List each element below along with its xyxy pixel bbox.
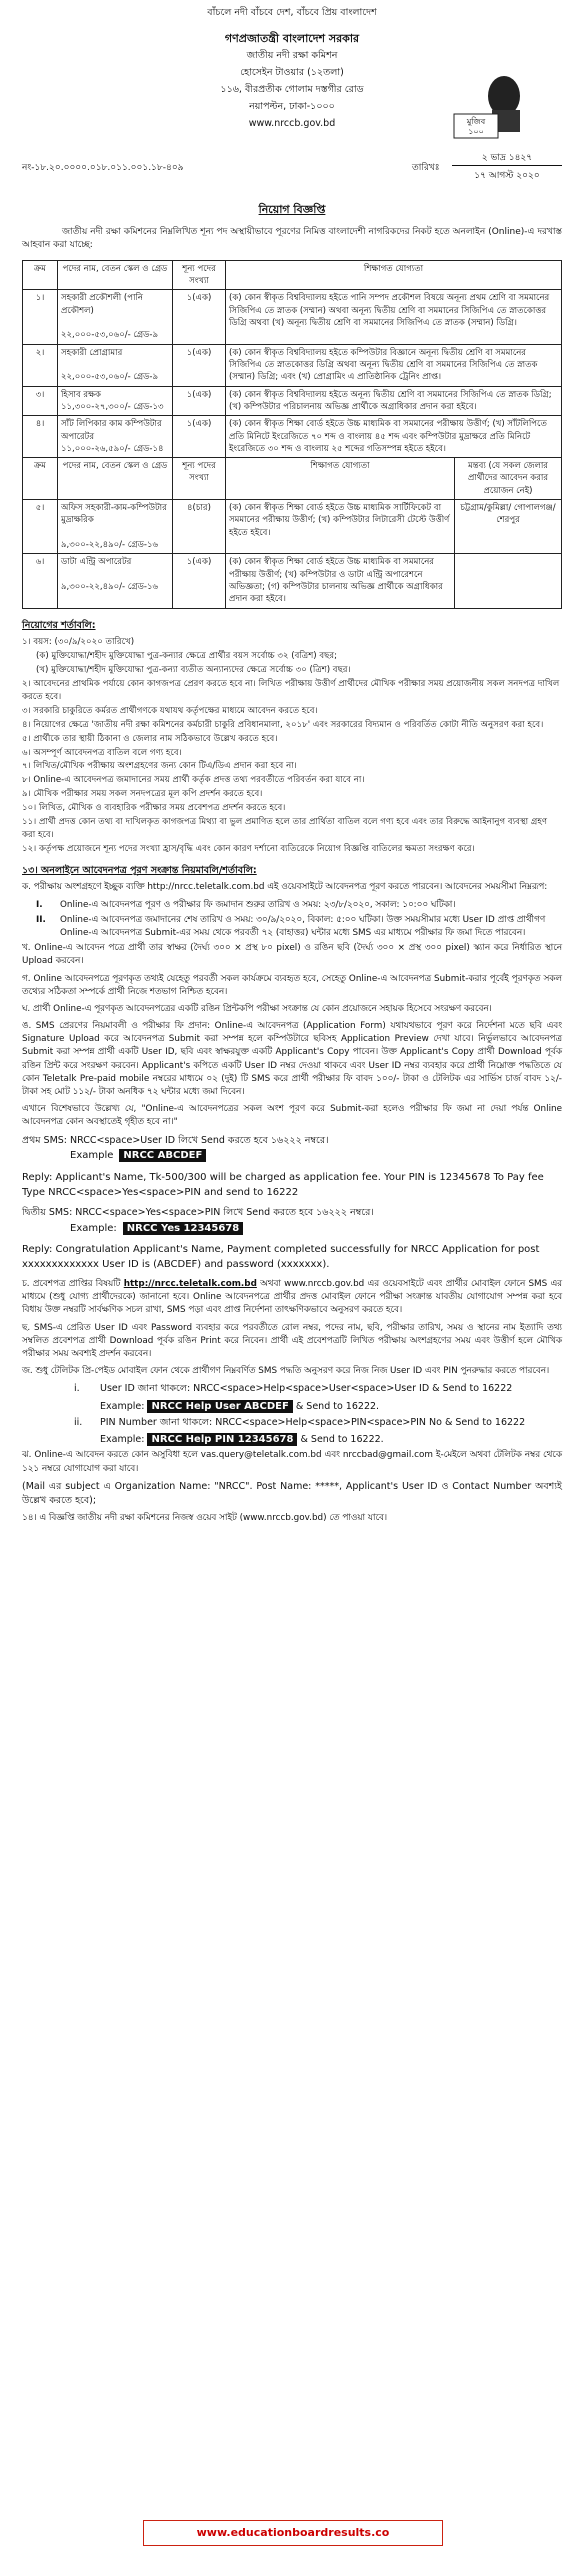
row-count: ১(এক) xyxy=(173,290,226,344)
roman-num: I. xyxy=(36,899,43,910)
table-row xyxy=(23,500,562,554)
row-serial: ২। xyxy=(23,344,58,386)
mail-instruction: (Mail এর subject এ Organization Name: "NRCC". Post Name: *****, Applicant's User ID ও Contact Number অবশ্যই উল্লেখ করতে হবে); xyxy=(22,1480,562,1507)
notice-title: নিয়োগ বিজ্ঞপ্তি xyxy=(258,202,326,216)
example-label: Example: xyxy=(100,1400,145,1412)
row-qualification: (ক) কোন স্বীকৃত বিশ্ববিদ্যালয় হইতে কম্পিউটার বিজ্ঞানে অনূন্য দ্বিতীয় শ্রেণি বা সমমানের সিজিপিএ তে স্নাতকোত্তর ডিগ্রি অথবা অনূন্য দ্বিতীয় শ্রেণি বা সমমানের সিজিপিএ তে স্নাতক (সম্মান) ডিগ্রি; এবং (খ) প্রোগ্রামিং এ প্রাতিষ্ঠানিক ট্রেনিং প্রাপ্ত। xyxy=(226,344,562,386)
row-post xyxy=(58,554,173,608)
sms-example-2 xyxy=(70,1222,584,1237)
row-count: ১(এক) xyxy=(173,554,226,608)
row-post xyxy=(58,416,173,458)
post-name: সহকারী প্রকৌশলী (পানি প্রকৌশল) xyxy=(61,293,143,316)
online-para-ka: ক. পরীক্ষায় অংশগ্রহণে ইচ্ছুক ব্যক্তি http://nrcc.teletalk.com.bd এই ওয়েবসাইটে আবেদনপত্র পূরণ করতে পারবেন। আবেদনের সময়সীমা নিম্নরূপ: xyxy=(22,882,548,893)
date-label: তারিখঃ xyxy=(412,162,440,173)
condition-item: ১১। প্রার্থী প্রদত্ত কোন তথ্য বা দাখিলকৃত কাগজপত্র মিথ্যা বা ভুল প্রমাণিত হলে তার প্রার্থিতা বাতিল বলে গণ্য হবে এবং তার বিরুদ্ধে আইনানুগ ব্যবস্থা গ্রহণ করা হবে। xyxy=(22,816,548,840)
sub-num: ii. xyxy=(74,1416,83,1428)
online-heading xyxy=(22,864,562,878)
intro-paragraph: জাতীয় নদী রক্ষা কমিশনের নিম্নলিখিত শূন্য পদ অস্থায়ীভাবে পূরণের নিমিত্ত বাংলাদেশী নাগরিকদের নিকট হতে অনলাইন (Online)-এ দরখাস্ত আহবান করা যাচ্ছে: xyxy=(22,226,562,250)
col-serial: ক্রম xyxy=(23,260,58,290)
deadline-start-text: Online-এ আবেদনপত্র পূরণ ও পরীক্ষার ফি জমাদান শুরুর তারিখ ও সময়: ২৩/৮/২০২০, সকাল: ১০:০০ ঘটিকা। xyxy=(60,899,456,910)
online-para-jha: ঝ. Online-এ আবেদন করতে কোন অসুবিধা হলে vas.query@teletalk.com.bd এবং nrccbad@gmail.com ই-মেইলে অথবা টেলিটক নম্বর থেকে ১২১ নম্বরে যোগাযোগ করা যাবে। xyxy=(22,1450,562,1474)
post-name: ডাটা এন্ট্রি অপারেটর xyxy=(61,557,132,568)
condition-item: ৮। Online-এ আবেদনপত্র জমাদানের সময় প্রার্থী কর্তৃক প্রদত্ত তথ্য পরবর্তীতে পরিবর্তন করা যাবে না। xyxy=(22,775,365,786)
table-row xyxy=(23,554,562,608)
slogan: বাঁচলে নদী বাঁচবে দেশ, বাঁচবে প্রিয় বাংলাদেশ xyxy=(207,7,377,18)
table-row xyxy=(23,290,562,344)
mujib-logo-icon xyxy=(452,70,538,144)
row-count: ১(এক) xyxy=(173,386,226,416)
watermark-link[interactable]: www.educationboardresults.co xyxy=(143,2520,443,2546)
online-para-chha: ছ. SMS-এ প্রেরিত User ID এবং Password ব্যবহার করে পরবর্তীতে রোল নম্বর, পদের নাম, ছবি, পরীক্ষার তারিখ, সময় ও স্থানের নাম ইত্যাদি তথ্য সম্বলিত প্রবেশপত্র প্রার্থী Download পূর্বক রঙিন Print করে নিবেন। প্রার্থী এই প্রবেশপত্রটি লিখিত পরীক্ষায় অংশগ্রহণের সময় এবং উত্তীর্ণ হলে মৌখিক পরীক্ষার সময় অবশ্যই প্রদর্শন করবেন। xyxy=(22,1322,562,1360)
recover-userid-text: User ID জানা থাকলে: NRCC<space>Help<space>User<space>User ID & Send to 16222 xyxy=(100,1383,513,1395)
condition-item: ১। বয়স: (৩০/৯/২০২০ তারিখে) xyxy=(22,637,135,648)
sms-reply-1: Reply: Applicant's Name, Tk-500/300 will be charged as application fee. Your PIN is 12345678 To Pay fee Type NRCC<space>Yes<space>PIN and send to 16222 xyxy=(22,1171,544,1198)
row-remarks xyxy=(455,554,562,608)
row-serial: ৫। xyxy=(23,500,58,554)
example-code: NRCC Help User ABCDEF xyxy=(147,1400,292,1413)
deadline-end xyxy=(36,914,562,940)
online-para-cha xyxy=(22,1278,562,1318)
letterhead xyxy=(0,30,584,150)
online-heading-text: ১৩। অনলাইনে আবেদনপত্র পূরণ সংক্রান্ত নিয়মাবলি/শর্তাবলি: xyxy=(22,864,257,876)
road-name: ১১৬, বীরপ্রতীক গোলাম দস্তগীর রোড xyxy=(220,83,364,95)
posts-table-2 xyxy=(22,457,562,608)
col-remarks: মন্তব্য (যে সকল জেলার প্রার্থীদের আবেদন করার প্রয়োজন নেই) xyxy=(455,458,562,500)
posts-table-1 xyxy=(22,260,562,458)
table-header-row xyxy=(23,458,562,500)
row-remarks: চট্টগ্রাম/কুমিল্লা/ গোপালগঞ্জ/শেরপুর xyxy=(455,500,562,554)
post-scale: ২২,০০০-৫৩,০৬০/- গ্রেড-৯ xyxy=(61,372,159,383)
row-qualification: (ক) কোন স্বীকৃত শিক্ষা বোর্ড হইতে উচ্চ মাধ্যমিক বা সমমানের পরীক্ষায় উত্তীর্ণ; (খ) কম্পিউটার ও ডাটা এন্ট্রি অপারেশনে অভিজ্ঞতা; (গ) কম্পিউটার চালনায় অভিজ্ঞ প্রার্থীকে অগ্রাধিকার প্রদান করা হইবে। xyxy=(226,554,455,608)
post-scale: ৯,৩০০-২২,৪৯০/- গ্রেড-১৬ xyxy=(61,581,158,592)
row-count: ১(এক) xyxy=(173,416,226,458)
online-para-gha: ঘ. প্রার্থী Online-এ পূরণকৃত আবেদনপত্রের একটি রঙিন প্রিন্টকপি পরীক্ষা সংক্রান্ত যে কোন প্রয়োজনে সহায়ক হিসেবে সংরক্ষণ করবেন। xyxy=(22,1003,492,1014)
condition-item: ১২। কর্তৃপক্ষ প্রয়োজনে শূন্য পদের সংখ্যা হ্রাস/বৃদ্ধি এবং কোন কারণ দর্শানো ব্যতিরেকে নিয়োগ বিজ্ঞপ্তি বাতিলের ক্ষমতা সংরক্ষণ করে। xyxy=(22,843,475,854)
post-scale: ১১,৩০০-২৭,৩০০/- গ্রেড-১৩ xyxy=(61,401,164,412)
row-serial: ১। xyxy=(23,290,58,344)
condition-item: ৪। নিয়োগের ক্ষেত্রে 'জাতীয় নদী রক্ষা কমিশনের কর্মচারী চাকুরি প্রবিধানমালা, ২০১৮' এবং সরকারের বিদ্যমান ও পরিবর্তিত কোটা নীতি অনুসরণ করা হবে। xyxy=(22,719,544,730)
post-name: সাঁট লিপিকার কাম কম্পিউটার অপারেটর xyxy=(61,419,162,442)
area-name: নয়াপল্টন, ঢাকা-১০০০ xyxy=(249,100,335,112)
example-tail: & Send to 16222. xyxy=(300,1434,384,1446)
sms-example-1 xyxy=(70,1149,584,1164)
online-para-uma: ঙ. SMS প্রেরণের নিয়মাবলী ও পরীক্ষার ফি প্রদান: Online-এ আবেদনপত্র (Application Form) যথাযথভাবে পূরণ করে নির্দেশনা মতে ছবি এবং Signature Upload করে আবেদনপত্র Submit করা সম্পন্ন হলে কম্পিউটারে ছবিসহ Application Preview দেখা যাবে। নির্ভুলভাবে আবেদনপত্র Submit করা সম্পন্ন প্রার্থী একটি User ID, ছবি এবং স্বাক্ষরযুক্ত একটি Applicant's Copy পাবেন। উক্ত Applicant's Copy প্রার্থী Download পূর্বক রঙিন প্রিন্ট করে সংরক্ষণ করবেন। Applicant's কপিতে একটি User ID নম্বর দেওয়া থাকবে এবং User ID নম্বর ব্যবহার করে প্রার্থী নিম্নোক্ত পদ্ধতিতে যে কোন Teletalk Pre-paid mobile নম্বরের মাধ্যমে ০২ (দুই) টি SMS করে প্রার্থী পরীক্ষার ফি বাবদ ১০০/- টাকা ও টেলিটক এর সার্ভিস চার্জ বাবদ ১২/- টাকা সহ মোট ১১২/- টাকা অনধিক ৭২ ঘন্টার মধ্যে জমা দিবেন। xyxy=(22,1021,562,1098)
row-qualification: (ক) কোন স্বীকৃত শিক্ষা বোর্ড হইতে উচ্চ মাধ্যমিক সার্টিফিকেট বা সমমানের পরীক্ষায় উত্তীর্ণ; (খ) কম্পিউটার লিটারেসী টেস্টে উত্তীর্ণ হইতে হইবে। xyxy=(226,500,455,554)
row-qualification: (ক) কোন স্বীকৃত বিশ্ববিদ্যালয় হইতে পানি সম্পদ প্রকৌশল বিষয়ে অনূন্য প্রথম শ্রেণি বা সমমানের সিজিপিএ তে স্নাতক (সম্মান) অথবা অনূন্য দ্বিতীয় শ্রেণি বা সমমানের সিজিপিএ তে স্নাতকোত্তর ডিগ্রি অথবা (খ) অনূন্য দ্বিতীয় শ্রেণি বা সমমানের সিজিপিএ তে স্নাতক (সম্মান) ডিগ্রি। xyxy=(226,290,562,344)
table-row xyxy=(23,344,562,386)
sms-first: প্রথম SMS: NRCC<space>User ID লিখে Send করতে হবে ১৬২২২ নম্বরে। xyxy=(22,1134,329,1146)
post-scale: ১১,০০০-২৬,৫৯০/- গ্রেড-১৪ xyxy=(61,443,164,454)
col-qualification: শিক্ষাগত যোগ্যতা xyxy=(226,458,455,500)
svg-text:মুজিব: মুজিব xyxy=(466,116,486,126)
post-name: অফিস সহকারী-কাম-কম্পিউটার মুদ্রাক্ষরিক xyxy=(61,503,167,526)
col-qualification: শিক্ষাগত যোগ্যতা xyxy=(226,260,562,290)
example-code: NRCC Help PIN 12345678 xyxy=(147,1433,297,1446)
row-count: ৪(চার) xyxy=(173,500,226,554)
condition-item: ৭। লিখিত/মৌখিক পরীক্ষায় অংশগ্রহণের জন্য কোন টিএ/ডিএ প্রদান করা হবে না। xyxy=(22,761,297,772)
row-count: ১(এক) xyxy=(173,344,226,386)
table-row xyxy=(23,386,562,416)
example-label: Example: xyxy=(100,1434,145,1446)
row-serial: ৪। xyxy=(23,416,58,458)
condition-item: ৬। অসম্পূর্ণ আবেদনপত্র বাতিল বলে গণ্য হবে। xyxy=(22,747,182,758)
condition-item: ৩। সরকারি চাকুরিতে কর্মরত প্রার্থীগণকে যথাযথ কর্তৃপক্ষের মাধ্যমে আবেদন করতে হবে। xyxy=(22,705,318,716)
gov-name: গণপ্রজাতন্ত্রী বাংলাদেশ সরকার xyxy=(224,31,360,45)
recover-userid-example xyxy=(100,1399,562,1414)
commission-name: জাতীয় নদী রক্ষা কমিশন xyxy=(246,49,338,61)
post-name: সহকারী প্রোগ্রামার xyxy=(61,347,123,358)
row-serial: ৬। xyxy=(23,554,58,608)
condition-item: (খ) মুক্তিযোদ্ধা/শহীদ মুক্তিযোদ্ধা পুত্র-কন্যা ব্যতীত অন্যান্যদের ক্ষেত্রে সর্বোচ্চ ৩০ (ত্রিশ) বছর। xyxy=(36,665,351,676)
online-para-ja: জ. শুধু টেলিটক প্রি-পেইড মোবাইল ফোন থেকে প্রার্থীগণ নিম্নবর্ণিত SMS পদ্ধতি অনুসরণ করে নিজ নিজ User ID এবং PIN পুনরুদ্ধার করতে পারবেন। xyxy=(22,1366,550,1377)
row-post xyxy=(58,344,173,386)
roman-num: II. xyxy=(36,914,46,925)
recover-userid xyxy=(74,1382,562,1396)
recover-pin-example xyxy=(100,1432,562,1447)
row-qualification: (ক) কোন স্বীকৃত শিক্ষা বোর্ড হইতে উচ্চ মাধ্যমিক বা সমমানের পরীক্ষায় উত্তীর্ণ; (খ) সাঁটলিপিতে প্রতি মিনিটে ইংরেজিতে ৭০ শব্দ ও বাংলায় ৪৫ শব্দ এবং কম্পিউটার মুদ্রাক্ষরে প্রতি মিনিটে ইংরেজিতে ৩০ শব্দ ও বাংলায় ২৫ শব্দের গতিসম্পন্ন হইতে হইবে। xyxy=(226,416,562,458)
date-bangla: ২ ভাদ্র ১৪২৭ xyxy=(452,152,562,166)
reference-row xyxy=(22,150,562,190)
row-serial: ৩। xyxy=(23,386,58,416)
col-count: শূন্য পদের সংখ্যা xyxy=(173,458,226,500)
row-qualification: (ক) কোন স্বীকৃত বিশ্ববিদ্যালয় হইতে অনূন্য দ্বিতীয় শ্রেণি বা সমমানের সিজিপিএ তে স্নাতক ডিগ্রি; (খ) কম্পিউটার পরিচালনায় অভিজ্ঞ প্রার্থীকে অগ্রাধিকার প্রদান করা হইবে। xyxy=(226,386,562,416)
building-name: হোসেইন টাওয়ার (১২তলা) xyxy=(240,66,344,78)
conditions-heading: নিয়োগের শর্তাবলি: xyxy=(22,619,96,631)
website-notice: ১৪। এ বিজ্ঞপ্তি জাতীয় নদী রক্ষা কমিশনের নিজস্ব ওয়েব সাইট (www.nrccb.gov.bd) তে পাওয়া যাবে। xyxy=(22,1513,388,1524)
condition-item: ১০। লিখিত, মৌখিক ও ব্যবহারিক পরীক্ষার সময় প্রবেশপত্র প্রদর্শন করতে হবে। xyxy=(22,803,286,814)
sub-num: i. xyxy=(74,1383,80,1395)
admit-text: অথবা www.nrccb.gov.bd এর ওয়েবসাইটে এবং প্রার্থীর মোবাইল ফোনে SMS এর মাধ্যমে (শুধু যোগ্য প্রার্থীদেরকে) জানানো হবে। Online আবেদনপত্রে প্রার্থীর প্রদত্ত মোবাইল ফোনে পরীক্ষা সংক্রান্ত যাবতীয় যোগাযোগ সম্পন্ন করা হবে বিধায় উক্ত নম্বরটি সার্বক্ষণিক সচল রাখা, SMS পড়া এবং প্রাপ্ত নির্দেশনা তাৎক্ষণিকভাবে অনুসরণ করতে হবে। xyxy=(22,1279,563,1316)
example-tail: & Send to 16222. xyxy=(295,1400,380,1412)
online-para-ga: গ. Online আবেদনপত্রে পূরণকৃত তথ্যই যেহেতু পরবর্তী সকল কার্যক্রমে ব্যবহৃত হবে, সেহেতু Online-এ আবেদনপত্র Submit-করার পূর্বেই পূরণকৃত সকল তথ্যের সঠিকতা সম্পর্কে প্রার্থী নিজে শতভাগ নিশ্চিত হবেন। xyxy=(22,973,562,997)
row-post xyxy=(58,290,173,344)
sms-reply-2: Reply: Congratulation Applicant's Name, Payment completed successfully for NRCC Application for post xxxxxxxxxxxxx User ID is (ABCDEF) and password (xxxxxxx). xyxy=(22,1244,540,1271)
conditions-list xyxy=(22,636,562,855)
col-post: পদের নাম, বেতন স্কেল ও গ্রেড xyxy=(58,458,173,500)
recover-pin xyxy=(74,1416,562,1430)
post-name: হিসাব রক্ষক xyxy=(61,389,101,400)
post-scale: ২২,০০০-৫৩,০৬০/- গ্রেড-৯ xyxy=(61,330,159,341)
row-post xyxy=(58,500,173,554)
online-para-note: এখানে বিশেষভাবে উল্লেখ্য যে, "Online-এ আবেদনপত্রের সকল অংশ পূরণ করে Submit-করা হলেও পরীক্ষার ফি জমা না দেয়া পর্যন্ত Online আবেদনপত্র কোন অবস্থাতেই গৃহীত হবে না।" xyxy=(22,1104,562,1128)
svg-text:১০০: ১০০ xyxy=(468,126,484,136)
post-scale: ৯,৩০০-২২,৪৯০/- গ্রেড-১৬ xyxy=(61,540,158,551)
memo-number: নং-১৮.২০.০০০০.০১৮.০১১.০০১.১৮-৪০৯ xyxy=(22,162,184,173)
row-post xyxy=(58,386,173,416)
col-count: শূন্য পদের সংখ্যা xyxy=(173,260,226,290)
example-code: NRCC Yes 12345678 xyxy=(123,1222,243,1235)
col-post: পদের নাম, বেতন স্কেল ও গ্রেড xyxy=(58,260,173,290)
example-code: NRCC ABCDEF xyxy=(119,1149,206,1162)
table-row xyxy=(23,416,562,458)
condition-item: ২। আবেদনের প্রাথমিক পর্যায়ে কোন কাগজপত্র প্রেরণ করতে হবে না। লিখিত পরীক্ষায় উত্তীর্ণ প্রার্থীদের মৌখিক পরীক্ষার সময় প্রয়োজনীয় সকল সনদপত্র দাখিল করতে হবে। xyxy=(22,679,560,702)
condition-item: ৫। প্রার্থীকে তার স্থায়ী ঠিকানা ও জেলার নাম সঠিকভাবে উল্লেখ করতে হবে। xyxy=(22,733,278,744)
teletalk-link[interactable]: http://nrcc.teletalk.com.bd xyxy=(123,1279,257,1290)
col-serial: ক্রম xyxy=(23,458,58,500)
admit-text-pre: চ. প্রবেশপত্র প্রাপ্তির বিষয়টি xyxy=(22,1279,121,1290)
online-para-kha: খ. Online-এ আবেদন পত্রে প্রার্থী তার স্বাক্ষর (দৈর্ঘ্য ৩০০ × প্রস্থ ৮০ pixel) ও রঙিন ছবি (দৈর্ঘ্য ৩০০ × প্রস্থ ৩০০ pixel) স্ক্যান করে নির্ধারিত স্থানে Upload করবেন। xyxy=(22,943,562,967)
date-english: ১৭ আগস্ট ২০২০ xyxy=(474,170,540,181)
website[interactable]: www.nrccb.gov.bd xyxy=(248,117,336,129)
recover-pin-text: PIN Number জানা থাকলে: NRCC<space>Help<space>PIN<space>PIN No & Send to 16222 xyxy=(100,1416,526,1428)
condition-item: ৯। মৌখিক পরীক্ষার সময় সকল সনদপত্রের মূল কপি প্রদর্শন করতে হবে। xyxy=(22,789,263,800)
table-header-row xyxy=(23,260,562,290)
example-label: Example: xyxy=(70,1222,117,1234)
sms-second: দ্বিতীয় SMS: NRCC<space>Yes<space>PIN লিখে Send করতে হবে ১৬২২২ নম্বরে। xyxy=(22,1206,374,1218)
example-label: Example xyxy=(70,1150,114,1162)
deadline-end-text: Online-এ আবেদনপত্র জমাদানের শেষ তারিখ ও সময়: ৩০/৯/২০২০, বিকাল: ৫:০০ ঘটিকা। উক্ত সময়সীমার মধ্যে User ID প্রাপ্ত প্রার্থীগণ Online-এ আবেদনপত্র Submit-এর সময় থেকে পরবর্তী ৭২ (বাহাত্তর) ঘন্টার মধ্যে SMS এর মাধ্যমে পরীক্ষার ফি জমা দিতে পারবেন। xyxy=(60,914,546,938)
condition-item: (ক) মুক্তিযোদ্ধা/শহীদ মুক্তিযোদ্ধা পুত্র-কন্যার ক্ষেত্রে প্রার্থীর বয়স সর্বোচ্চ ৩২ (বত্রিশ) বছর; xyxy=(36,651,337,662)
deadline-start xyxy=(36,899,562,912)
